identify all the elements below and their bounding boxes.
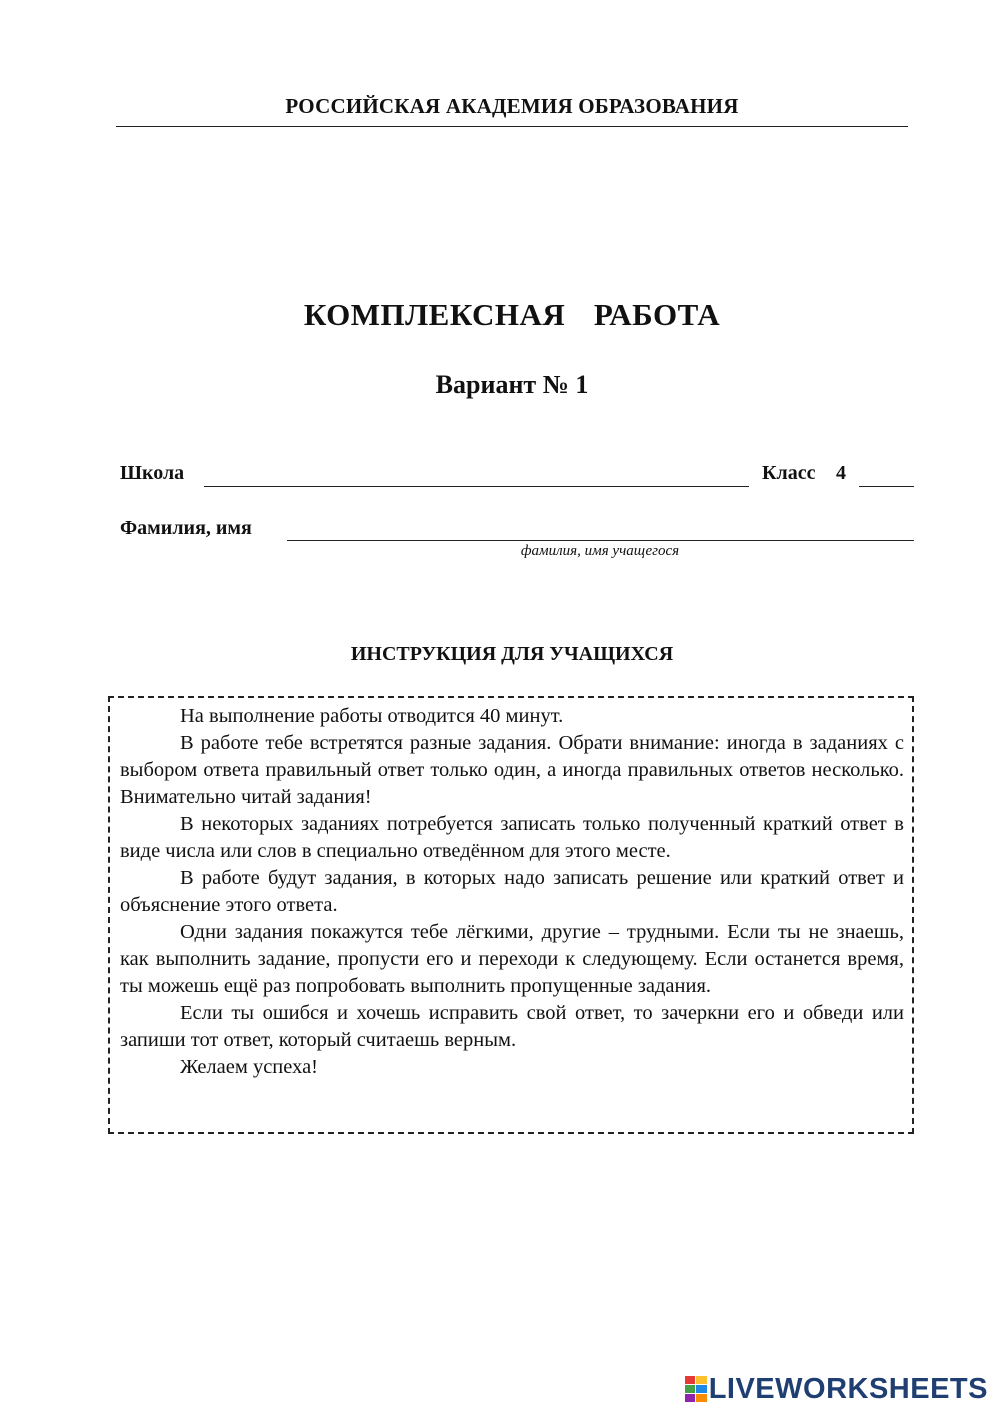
instruction-paragraph: В работе будут задания, в которых надо записать решение или краткий ответ и объяснение этого ответа. (120, 867, 904, 916)
class-value: 4 (836, 462, 846, 484)
instruction-paragraph: Одни задания покажутся тебе лёгкими, другие – трудными. Если ты не знаешь, как выполнить задание, пропусти его и переходи к следующему. Если останется время, ты можешь ещё раз попробовать выполнить пропущенные задания. (120, 921, 904, 997)
instruction-paragraph: Желаем успеха! (180, 1056, 319, 1078)
logo-tile (696, 1385, 707, 1393)
name-input-line[interactable] (287, 540, 914, 541)
instructions-box (108, 696, 914, 1134)
organization-header: РОССИЙСКАЯ АКАДЕМИЯ ОБРАЗОВАНИЯ (285, 94, 739, 118)
instruction-paragraph: На выполнение работы отводится 40 минут. (180, 705, 564, 727)
variant-label: Вариант № 1 (435, 370, 589, 399)
header-divider (116, 126, 908, 127)
watermark-text: LIVEWORKSHEETS (708, 1372, 988, 1405)
logo-tile (696, 1376, 707, 1384)
liveworksheets-logo-icon (685, 1376, 707, 1402)
name-caption: фамилия, имя учащегося (520, 543, 680, 559)
logo-tile (685, 1394, 696, 1402)
school-label: Школа (120, 462, 185, 484)
liveworksheets-watermark[interactable] (685, 1374, 988, 1404)
instruction-paragraph: В некоторых заданиях потребуется записать только полученный краткий ответ в виде числа или слов в специально отведённом для этого месте. (120, 813, 904, 862)
class-input-line[interactable] (859, 486, 914, 487)
name-label: Фамилия, имя (120, 517, 252, 539)
document-title: КОМПЛЕКСНАЯ РАБОТА (303, 297, 721, 332)
logo-tile (685, 1376, 696, 1384)
logo-tile (685, 1385, 696, 1393)
instructions-title: ИНСТРУКЦИЯ ДЛЯ УЧАЩИХСЯ (350, 643, 674, 665)
school-input-line[interactable] (204, 486, 749, 487)
logo-tile (696, 1394, 707, 1402)
class-label: Класс (762, 462, 816, 484)
instruction-paragraph: В работе тебе встретятся разные задания. Обрати внимание: иногда в заданиях с выбором ответа правильный ответ только один, а иногда правильных ответов несколько. Внимательно читай задания! (120, 732, 904, 808)
instruction-paragraph: Если ты ошибся и хочешь исправить свой ответ, то зачеркни его и обведи или запиши тот ответ, который считаешь верным. (120, 1002, 904, 1051)
